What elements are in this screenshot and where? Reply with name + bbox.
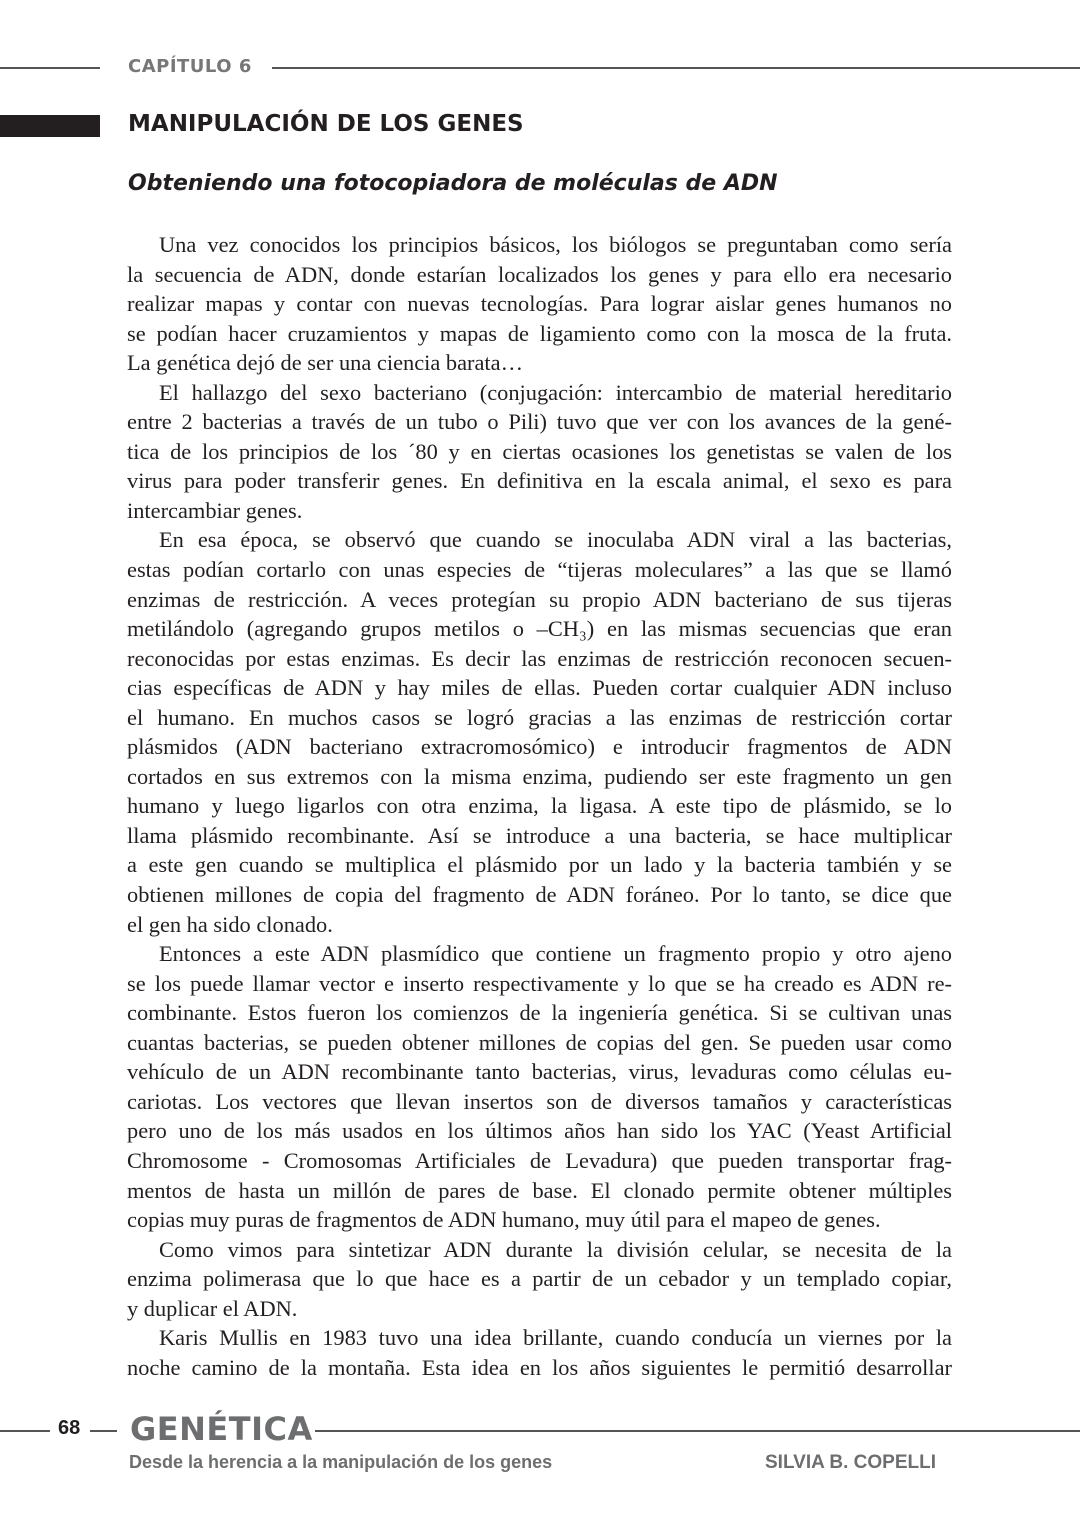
paragraph — [127, 525, 952, 939]
footer-rule-right — [315, 1430, 1080, 1432]
author-name: SILVIA B. COPELLI — [765, 1452, 937, 1473]
text-line: Karis Mullis en 1983 tuvo una idea brillante, cuando conducía un viernes por la — [159, 1325, 952, 1351]
text-line: plásmidos (ADN bacteriano extracromosómico) e introducir fragmentos de ADN — [127, 734, 952, 760]
text-line: copias muy puras de fragmentos de ADN humano, muy útil para el mapeo de genes. — [127, 1207, 881, 1233]
text-line: reconocidas por estas enzimas. Es decir las enzimas de restricción reconocen secuen- — [127, 645, 952, 671]
text-line: se podían hacer cruzamientos y mapas de ligamiento como con la mosca de la fruta. — [127, 320, 952, 346]
header-rule-right — [272, 67, 1080, 69]
paragraph — [127, 378, 952, 526]
footer-rule-left — [0, 1430, 50, 1432]
text-line: entre 2 bacterias a través de un tubo o Pili) tuvo que ver con los avances de la gené- — [127, 409, 952, 435]
text-line: a este gen cuando se multiplica el plásmido por un lado y la bacteria también y se — [127, 852, 952, 878]
text-line: realizar mapas y contar con nuevas tecnologías. Para lograr aislar genes humanos no — [127, 291, 952, 317]
paragraph — [127, 939, 952, 1234]
text-line: y duplicar el ADN. — [127, 1295, 298, 1321]
header-rule-left — [0, 67, 100, 69]
subsection-title: Obteniendo una fotocopiadora de moléculas de ADN — [128, 171, 778, 196]
text-line: noche camino de la montaña. Esta idea en los años siguientes le permitió desarrollar — [127, 1354, 952, 1380]
text-line: cias específicas de ADN y hay miles de ellas. Pueden cortar cualquier ADN incluso — [127, 675, 952, 701]
text-line: El hallazgo del sexo bacteriano (conjugación: intercambio de material hereditario — [159, 379, 952, 405]
text-line: se los puede llamar vector e inserto respectivamente y lo que se ha creado es ADN re- — [127, 970, 952, 996]
book-subtitle: Desde la herencia a la manipulación de los genes — [129, 1452, 553, 1472]
text-line: intercambiar genes. — [127, 497, 303, 523]
text-line: humano y luego ligarlos con otra enzima, la ligasa. A este tipo de plásmido, se lo — [127, 793, 952, 819]
text-line: enzimas de restricción. A veces protegían su propio ADN bacteriano de sus tijeras — [127, 586, 952, 612]
paragraph — [127, 1235, 952, 1324]
text-line: Chromosome - Cromosomas Artificiales de Levadura) que pueden transportar frag- — [127, 1147, 952, 1173]
paragraph — [127, 1323, 952, 1382]
text-line: virus para poder transferir genes. En definitiva en la escala animal, el sexo es para — [127, 468, 952, 494]
text-line: vehículo de un ADN recombinante tanto bacterias, virus, levaduras como células eu- — [127, 1059, 952, 1085]
text-line: Como vimos para sintetizar ADN durante la división celular, se necesita de la — [159, 1236, 952, 1262]
paragraph — [127, 230, 952, 378]
text-line: llama plásmido recombinante. Así se introduce a una bacteria, se hace multiplicar — [127, 822, 952, 848]
text-line: mentos de hasta un millón de pares de base. El clonado permite obtener múltiples — [127, 1177, 952, 1203]
text-line: enzima polimerasa que lo que hace es a partir de un cebador y un templado copiar, — [127, 1266, 952, 1292]
page-number: 68 — [58, 1417, 81, 1439]
text-line: obtienen millones de copia del fragmento de ADN foráneo. Por lo tanto, se dice que — [127, 882, 952, 908]
text-line: combinante. Estos fueron los comienzos de la ingeniería genética. Si se cultivan unas — [127, 1000, 952, 1026]
text-line: Entonces a este ADN plasmídico que contiene un fragmento propio y otro ajeno — [159, 941, 952, 967]
section-marker-bar — [0, 115, 100, 137]
text-line: cariotas. Los vectores que llevan insertos son de diversos tamaños y características — [127, 1088, 952, 1114]
section-title: MANIPULACIÓN DE LOS GENES — [128, 111, 524, 137]
book-title: GENÉTICA — [130, 1410, 313, 1448]
text-line: cortados en sus extremos con la misma enzima, pudiendo ser este fragmento un gen — [127, 763, 952, 789]
text-line: La genética dejó de ser una ciencia barata… — [127, 350, 523, 376]
text-line: estas podían cortarlo con unas especies de “tijeras moleculares” a las que se llamó — [127, 557, 952, 583]
text-line: tica de los principios de los ´80 y en ciertas ocasiones los genetistas se valen de los — [127, 438, 952, 464]
text-line: metilándolo (agregando grupos metilos o –CH₃) en las mismas secuencias que eran — [127, 616, 952, 642]
text-line: En esa época, se observó que cuando se inoculaba ADN viral a las bacterias, — [159, 527, 952, 553]
body-text — [127, 230, 952, 1382]
chapter-label: CAPÍTULO 6 — [128, 56, 252, 77]
text-line: el gen ha sido clonado. — [127, 911, 333, 937]
text-line: pero uno de los más usados en los últimos años han sido los YAC (Yeast Artificial — [127, 1118, 952, 1144]
text-line: la secuencia de ADN, donde estarían localizados los genes y para ello era necesario — [127, 261, 952, 287]
footer-rule-dash — [90, 1430, 117, 1432]
text-line: Una vez conocidos los principios básicos, los biólogos se preguntaban como sería — [159, 232, 952, 257]
text-line: el humano. En muchos casos se logró gracias a las enzimas de restricción cortar — [127, 704, 952, 730]
text-line: cuantas bacterias, se pueden obtener millones de copias del gen. Se pueden usar como — [127, 1029, 952, 1055]
